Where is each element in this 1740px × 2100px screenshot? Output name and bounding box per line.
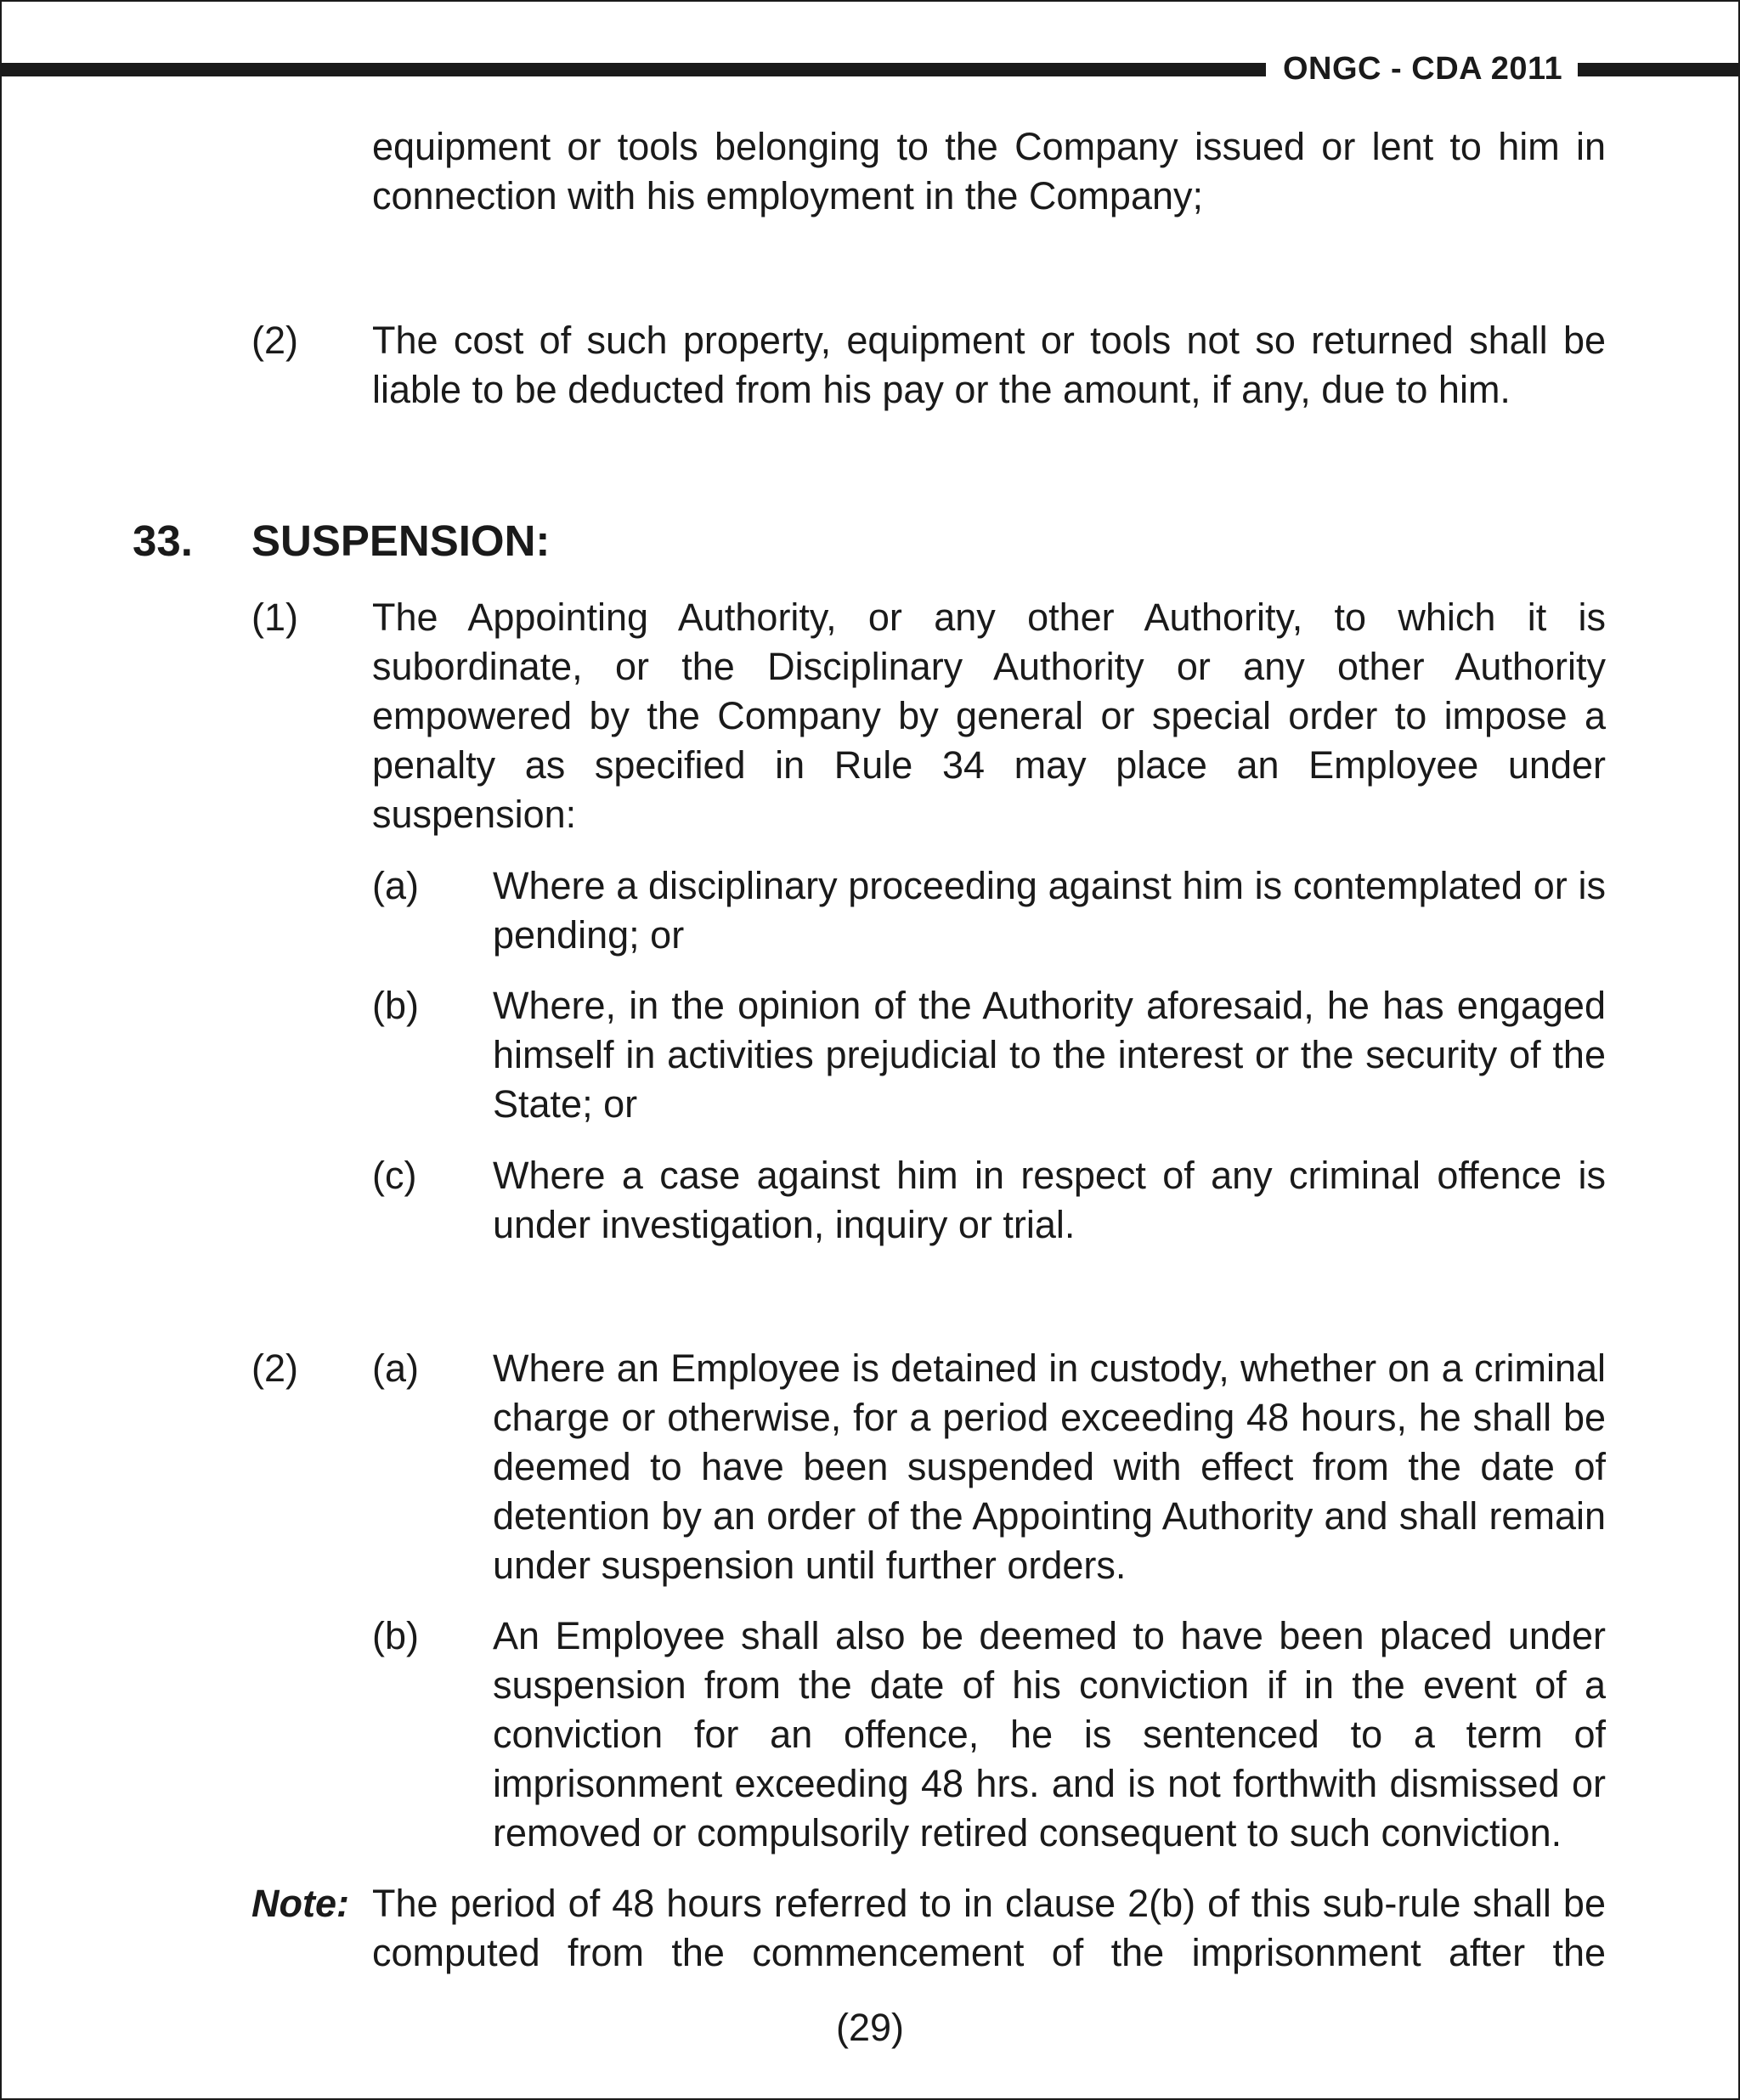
clause-label-1: (1) (251, 596, 298, 639)
subclause-text-1c: Where a case against him in respect of any criminal offence is under investigation, inquiry or trial. (493, 1154, 1606, 1246)
document-header-title: ONGC - CDA 2011 (1283, 51, 1563, 87)
subclause-label-1b: (b) (372, 984, 419, 1027)
subclause-label-1a: (a) (372, 864, 419, 907)
subclause-label-2a: (a) (372, 1346, 419, 1390)
subclause-text-2a: Where an Employee is detained in custody, whether on a criminal charge or otherwise, for a period exceeding 48 hours, he shall be deemed to have been suspended with effect from the date of detention by an order of the Appointing Authority and shall remain under suspension until further orders. (493, 1346, 1606, 1587)
header-rule-left (0, 63, 1266, 76)
note-text: The period of 48 hours referred to in clause 2(b) of this sub-rule shall be computed from the commencement of the imprisonment after the (372, 1882, 1606, 1974)
clause-text-1: The Appointing Authority, or any other Authority, to which it is subordinate, or the Disciplinary Authority or any other Authority empowered by the Company by general or special order to impose a penalty as specified in Rule 34 may place an Employee under suspension: (372, 596, 1606, 836)
section-number: 33. (133, 517, 193, 565)
continuation-paragraph: equipment or tools belonging to the Company issued or lent to him in connection with his employment in the Company; (372, 125, 1606, 217)
note-label: Note: (251, 1882, 349, 1925)
subclause-label-1c: (c) (372, 1154, 417, 1197)
clause-label-2: (2) (251, 1346, 298, 1390)
subclause-text-1a: Where a disciplinary proceeding against him is contemplated or is pending; or (493, 864, 1606, 957)
clause-label-prev-2: (2) (251, 319, 298, 362)
clause-text-prev-2: The cost of such property, equipment or tools not so returned shall be liable to be deducted from his pay or the amount, if any, due to him. (372, 319, 1606, 411)
subclause-text-1b: Where, in the opinion of the Authority aforesaid, he has engaged himself in activities prejudicial to the interest or the security of the State; or (493, 984, 1606, 1126)
subclause-text-2b: An Employee shall also be deemed to have been placed under suspension from the date of his conviction if in the event of a conviction for an offence, he is sentenced to a term of imprisonment exceeding 48 hrs. and is not forthwith dismissed or removed or compulsorily retired consequent to such conviction. (493, 1614, 1606, 1854)
subclause-label-2b: (b) (372, 1614, 419, 1657)
section-title: SUSPENSION: (251, 517, 551, 565)
header-rule-right (1578, 63, 1740, 76)
page-number: (29) (835, 2006, 905, 2049)
